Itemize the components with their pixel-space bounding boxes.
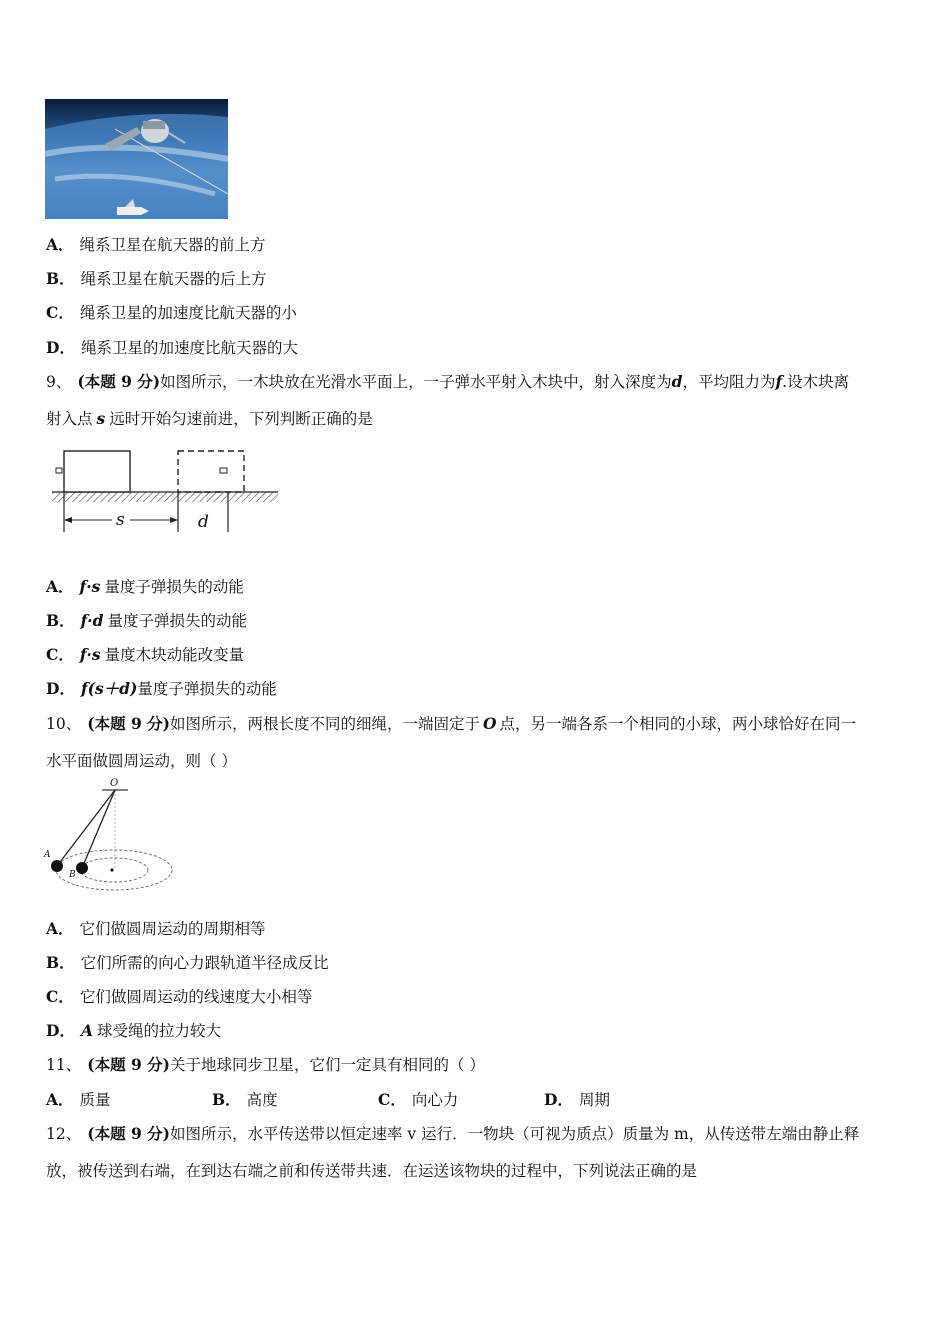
q8-option-c [46, 303, 297, 323]
satellite-tether-photo [45, 99, 228, 219]
option-label: C． [378, 1090, 406, 1109]
stem-text: 如图所示，一木块放在光滑水平面上，一子弹水平射入木块中，射入深度为 [160, 373, 672, 391]
conical-pendulum-diagram [44, 780, 174, 895]
stem-text: 如图所示，水平传送带以恒定速率 v 运行．一物块（可视为质点）质量为 m，从传送带左端由静止释 [169, 1125, 860, 1143]
option-text: 绳系卫星在航天器的前上方 [79, 236, 266, 254]
stem-text: 放，被传送到右端，在到达右端之前和传送带共速．在运送该物块的过程中，下列说法正确的是 [46, 1162, 698, 1180]
q11-options-row [46, 1090, 710, 1110]
q9-option-a [46, 577, 244, 597]
option-label: B． [212, 1090, 241, 1109]
option-text: 球受绳的拉力较大 [96, 1022, 221, 1040]
question-number: 10、 [46, 715, 82, 733]
q9-stem-line2 [46, 409, 373, 429]
q11-option-b [212, 1090, 378, 1110]
label-a: A [44, 850, 51, 860]
option-label: D． [46, 679, 75, 698]
option-text: 量度子弹损失的动能 [137, 680, 277, 698]
option-label: B． [46, 269, 75, 288]
option-label: A． [46, 235, 74, 254]
question-number: 11、 [46, 1056, 82, 1074]
q10-stem-line2 [46, 751, 237, 771]
option-label: C． [46, 303, 74, 322]
q11-stem [46, 1055, 485, 1075]
question-score-tag: (本题 9 分) [87, 1124, 170, 1143]
stem-text: 如图所示，两根长度不同的细绳，一端固定于 [169, 715, 480, 733]
question-score-tag: (本题 9 分) [77, 372, 161, 391]
option-text: 周期 [578, 1091, 610, 1109]
option-label: D． [46, 338, 75, 357]
var-s: s [96, 409, 106, 428]
option-text: 绳系卫星的加速度比航天器的大 [80, 339, 298, 357]
option-text: 向心力 [411, 1091, 459, 1109]
option-expr: f·s [79, 645, 101, 664]
label-d: d [198, 512, 209, 532]
q9-option-d [46, 679, 277, 699]
stem-text: 点，另一端各系一个相同的小球，两小球恰好在同一 [499, 715, 857, 733]
var-d: d [671, 372, 683, 391]
option-label: A． [46, 577, 74, 596]
question-number: 12、 [46, 1125, 82, 1143]
block-bullet-diagram [50, 446, 282, 536]
var-o: O [483, 714, 497, 733]
option-label: D． [46, 1021, 75, 1040]
q12-stem-line2 [46, 1161, 697, 1181]
q9-stem-line1 [46, 372, 849, 392]
stem-text: 射入点 [46, 410, 93, 428]
label-o: O [110, 778, 119, 789]
q10-stem-line1 [46, 714, 856, 734]
option-expr: f·s [79, 577, 101, 596]
q10-option-c [46, 987, 312, 1007]
q9-option-c [46, 645, 244, 665]
option-text: 质量 [79, 1091, 111, 1109]
option-text: 它们所需的向心力跟轨道半径成反比 [80, 954, 329, 972]
question-score-tag: (本题 9 分) [87, 714, 170, 733]
option-var: A [80, 1021, 93, 1040]
stem-text: 关于地球同步卫星，它们一定具有相同的（ ） [169, 1056, 485, 1074]
option-text: 绳系卫星在航天器的后上方 [80, 270, 267, 288]
q8-option-d [46, 338, 298, 358]
stem-text: 远时开始匀速前进，下列判断正确的是 [109, 410, 373, 428]
option-label: C． [46, 645, 74, 664]
stem-text: ，平均阻力为 [682, 373, 776, 391]
q8-option-a [46, 235, 266, 255]
q11-option-a [46, 1090, 212, 1110]
q8-option-b [46, 269, 267, 289]
option-text: 量度子弹损失的动能 [104, 578, 244, 596]
label-s: s [116, 510, 125, 530]
q10-option-d [46, 1021, 221, 1041]
q11-option-d [544, 1090, 710, 1110]
q10-option-a [46, 919, 266, 939]
option-expr: f·d [80, 611, 104, 630]
option-text: 量度木块动能改变量 [104, 646, 245, 664]
option-text: 它们做圆周运动的周期相等 [79, 920, 266, 938]
option-label: A． [46, 1090, 74, 1109]
question-score-tag: (本题 9 分) [87, 1055, 170, 1074]
option-expr: f(s＋d) [80, 679, 138, 698]
q12-stem-line1 [46, 1124, 859, 1144]
question-number: 9、 [46, 373, 72, 391]
option-label: B． [46, 611, 75, 630]
stem-text: .设木块离 [782, 373, 850, 391]
q9-option-b [46, 611, 247, 631]
option-text: 它们做圆周运动的线速度大小相等 [79, 988, 313, 1006]
option-text: 量度子弹损失的动能 [107, 612, 248, 630]
option-text: 绳系卫星的加速度比航天器的小 [79, 304, 297, 322]
option-label: B． [46, 953, 75, 972]
option-label: A． [46, 919, 74, 938]
stem-text: 水平面做圆周运动，则（ ） [46, 752, 237, 770]
option-label: D． [544, 1090, 573, 1109]
q11-option-c [378, 1090, 544, 1110]
option-text: 高度 [246, 1091, 278, 1109]
var-f: f [775, 372, 783, 391]
option-label: C． [46, 987, 74, 1006]
q10-option-b [46, 953, 329, 973]
label-b: B [69, 870, 76, 880]
